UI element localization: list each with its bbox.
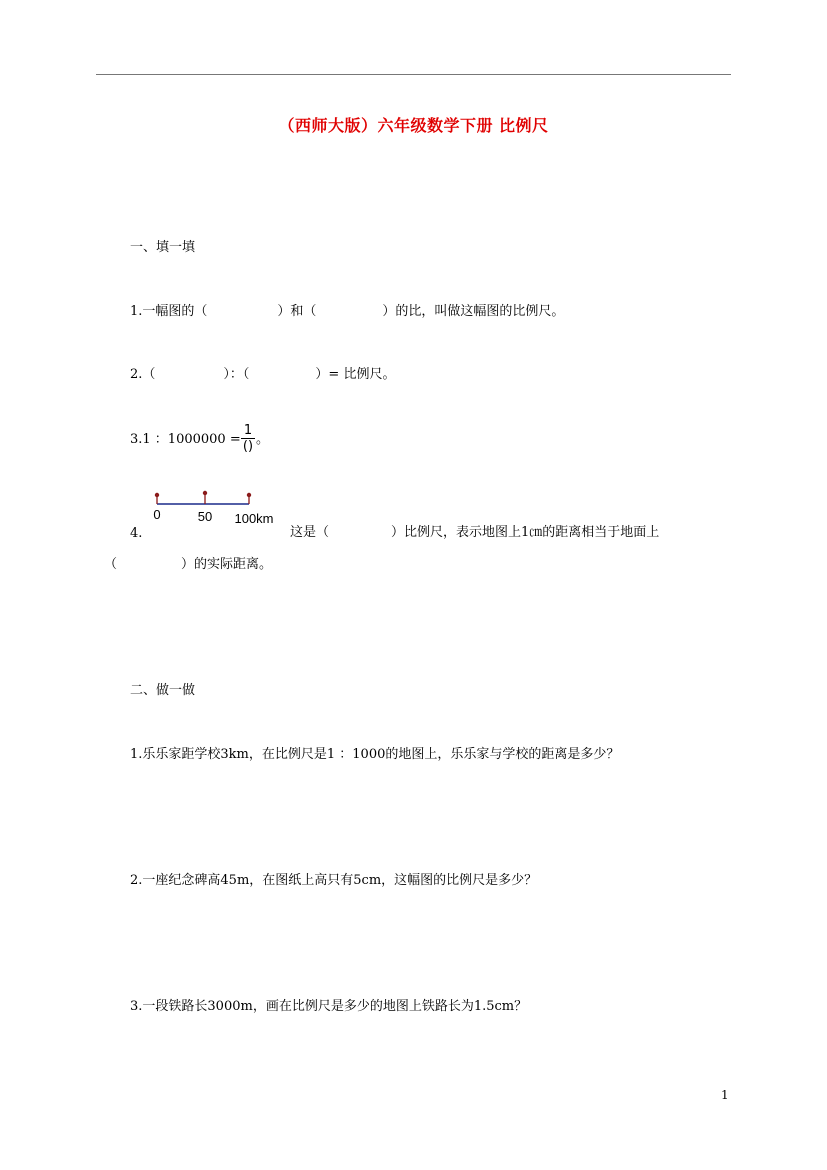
fraction-numerator: 1 <box>243 423 253 438</box>
question-1-2: 2.（ ）：（ ）= 比例尺。 <box>130 367 396 382</box>
question-2-2: 2.一座纪念碑高45m，在图纸上高只有5cm，这幅图的比例尺是多少？ <box>130 873 538 888</box>
question-2-3: 3.一段铁路长3000m，画在比例尺是多少的地图上铁路长为1.5cm？ <box>130 999 528 1014</box>
scale-dot-100 <box>247 493 251 497</box>
scale-dot-0 <box>155 493 159 497</box>
fraction <box>240 423 256 454</box>
scale-dot-50 <box>203 491 207 495</box>
header-rule <box>96 74 731 75</box>
page-number: 1 <box>721 1088 729 1102</box>
line-scale-diagram <box>146 488 286 528</box>
question-2-1: 1.乐乐家距学校3km，在比例尺是1 ：1000的地图上，乐乐家与学校的距离是多少？ <box>130 747 620 762</box>
question-1-4-number: 4. <box>130 526 143 541</box>
section2-heading: 二、做一做 <box>130 683 196 698</box>
page-title: （西师大版）六年级数学下册 比例尺 <box>278 116 549 135</box>
question-1-4-line2: （ ）的实际距离。 <box>104 557 273 572</box>
question-1-1: 1.一幅图的（ ）和（ ）的比，叫做这幅图的比例尺。 <box>130 304 565 319</box>
scale-label-100km: 100km <box>234 511 274 526</box>
question-1-3-end: 。 <box>256 432 270 447</box>
scale-label-50: 50 <box>197 509 213 524</box>
section1-heading: 一、填一填 <box>130 240 196 255</box>
scale-label-0: 0 <box>153 507 161 522</box>
question-1-3: 3.1 ：1000000 = <box>130 432 241 447</box>
fraction-denominator: () <box>242 439 254 454</box>
question-1-4: 这是（ ）比例尺，表示地图上1㎝的距离相当于地面上 <box>290 525 660 540</box>
